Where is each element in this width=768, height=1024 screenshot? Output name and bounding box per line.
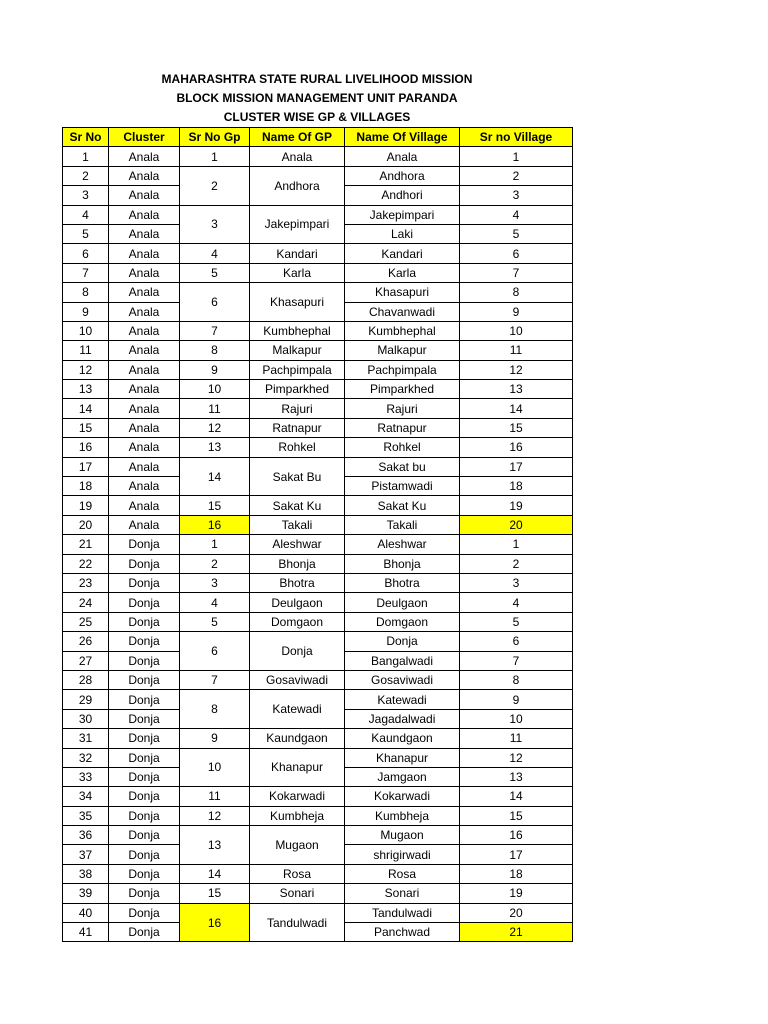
- cell-name-of-gp: Bhonja: [250, 554, 345, 573]
- col-header-sr-no-village: Sr no Village: [460, 128, 573, 147]
- table-row: [63, 612, 573, 631]
- cell-sr-no-gp: 15: [180, 884, 250, 903]
- table-row: [63, 535, 573, 554]
- table-row: [63, 787, 573, 806]
- cell-name-of-village: Deulgaon: [345, 593, 460, 612]
- cell-name-of-gp: Bhotra: [250, 573, 345, 592]
- cell-name-of-village: Bhotra: [345, 573, 460, 592]
- cell-sr-no: 19: [63, 496, 109, 515]
- table-row: [63, 864, 573, 883]
- cell-name-of-village: Kokarwadi: [345, 787, 460, 806]
- cell-name-of-village: Jamgaon: [345, 767, 460, 786]
- cell-sr-no-village: 1: [460, 535, 573, 554]
- cell-cluster: Anala: [109, 205, 180, 224]
- cell-sr-no-village: 20: [460, 903, 573, 922]
- cell-sr-no-village: 17: [460, 457, 573, 476]
- cell-sr-no-gp: 10: [180, 748, 250, 787]
- cell-sr-no: 40: [63, 903, 109, 922]
- cell-sr-no-gp: 5: [180, 612, 250, 631]
- cell-name-of-village: Takali: [345, 515, 460, 534]
- cell-sr-no-village: 19: [460, 496, 573, 515]
- cell-cluster: Donja: [109, 709, 180, 728]
- cell-sr-no-village: 6: [460, 632, 573, 651]
- cell-sr-no: 14: [63, 399, 109, 418]
- cell-name-of-village: Panchwad: [345, 923, 460, 942]
- cell-sr-no-gp: 16: [180, 515, 250, 534]
- cell-sr-no-village: 8: [460, 283, 573, 302]
- cell-sr-no-gp: 4: [180, 244, 250, 263]
- cell-sr-no-gp: 1: [180, 147, 250, 166]
- cell-sr-no-gp: 13: [180, 438, 250, 457]
- table-row: [63, 884, 573, 903]
- cell-sr-no-village: 20: [460, 515, 573, 534]
- cell-sr-no: 2: [63, 166, 109, 185]
- cell-name-of-village: Jagadalwadi: [345, 709, 460, 728]
- cell-sr-no: 33: [63, 767, 109, 786]
- table-row: [63, 826, 573, 845]
- col-header-name-of-village: Name Of Village: [345, 128, 460, 147]
- cell-cluster: Donja: [109, 923, 180, 942]
- cell-name-of-village: Sakat Ku: [345, 496, 460, 515]
- cell-sr-no: 11: [63, 341, 109, 360]
- cell-name-of-gp: Kaundgaon: [250, 729, 345, 748]
- cell-sr-no: 28: [63, 670, 109, 689]
- cell-cluster: Anala: [109, 380, 180, 399]
- cell-sr-no-village: 11: [460, 729, 573, 748]
- cell-sr-no: 30: [63, 709, 109, 728]
- cell-sr-no-gp: 12: [180, 418, 250, 437]
- table-row: [63, 418, 573, 437]
- cell-sr-no-village: 16: [460, 826, 573, 845]
- cell-name-of-gp: Gosaviwadi: [250, 670, 345, 689]
- table-row: [63, 147, 573, 166]
- cell-name-of-gp: Rajuri: [250, 399, 345, 418]
- cell-sr-no-gp: 7: [180, 670, 250, 689]
- cell-sr-no: 16: [63, 438, 109, 457]
- cell-cluster: Donja: [109, 864, 180, 883]
- cell-name-of-gp: Tandulwadi: [250, 903, 345, 942]
- cell-sr-no: 39: [63, 884, 109, 903]
- cell-cluster: Donja: [109, 748, 180, 767]
- table-row: [63, 690, 573, 709]
- cell-name-of-gp: Aleshwar: [250, 535, 345, 554]
- cell-name-of-village: Laki: [345, 224, 460, 243]
- table-row: [63, 729, 573, 748]
- cell-name-of-gp: Kumbhephal: [250, 321, 345, 340]
- cell-sr-no-gp: 3: [180, 205, 250, 244]
- cell-name-of-gp: Karla: [250, 263, 345, 282]
- cell-cluster: Donja: [109, 884, 180, 903]
- cell-sr-no: 13: [63, 380, 109, 399]
- col-header-sr-no-gp: Sr No Gp: [180, 128, 250, 147]
- cell-sr-no-village: 1: [460, 147, 573, 166]
- table-row: [63, 341, 573, 360]
- cell-sr-no-gp: 11: [180, 399, 250, 418]
- cell-sr-no-gp: 3: [180, 573, 250, 592]
- cell-sr-no: 15: [63, 418, 109, 437]
- cell-sr-no-gp: 6: [180, 632, 250, 671]
- cell-name-of-gp: Anala: [250, 147, 345, 166]
- cell-sr-no: 10: [63, 321, 109, 340]
- table-row: [63, 205, 573, 224]
- cell-name-of-gp: Takali: [250, 515, 345, 534]
- cell-name-of-village: Karla: [345, 263, 460, 282]
- cell-name-of-village: Tandulwadi: [345, 903, 460, 922]
- cell-cluster: Anala: [109, 418, 180, 437]
- cell-sr-no-village: 3: [460, 573, 573, 592]
- cell-sr-no-gp: 8: [180, 341, 250, 360]
- table-row: [63, 515, 573, 534]
- cell-sr-no: 27: [63, 651, 109, 670]
- cell-cluster: Anala: [109, 244, 180, 263]
- cell-name-of-village: Anala: [345, 147, 460, 166]
- cell-sr-no: 36: [63, 826, 109, 845]
- cell-sr-no-village: 12: [460, 360, 573, 379]
- cell-name-of-village: Andhori: [345, 186, 460, 205]
- col-header-sr-no: Sr No: [63, 128, 109, 147]
- cell-sr-no-village: 16: [460, 438, 573, 457]
- table-row: [63, 632, 573, 651]
- table-row: [63, 380, 573, 399]
- table-row: [63, 360, 573, 379]
- cell-sr-no-gp: 14: [180, 457, 250, 496]
- cell-sr-no: 26: [63, 632, 109, 651]
- cell-cluster: Donja: [109, 593, 180, 612]
- cell-cluster: Anala: [109, 224, 180, 243]
- cell-name-of-village: Donja: [345, 632, 460, 651]
- cell-name-of-gp: Jakepimpari: [250, 205, 345, 244]
- col-header-cluster: Cluster: [109, 128, 180, 147]
- cell-name-of-gp: Sonari: [250, 884, 345, 903]
- cell-sr-no-village: 13: [460, 380, 573, 399]
- cell-name-of-village: Ratnapur: [345, 418, 460, 437]
- cell-sr-no-village: 18: [460, 864, 573, 883]
- cell-name-of-gp: Kumbheja: [250, 806, 345, 825]
- cell-name-of-gp: Khanapur: [250, 748, 345, 787]
- cell-cluster: Anala: [109, 321, 180, 340]
- cell-sr-no-gp: 15: [180, 496, 250, 515]
- cell-sr-no-gp: 16: [180, 903, 250, 942]
- cell-sr-no: 9: [63, 302, 109, 321]
- cell-sr-no-village: 7: [460, 263, 573, 282]
- cell-cluster: Anala: [109, 283, 180, 302]
- cell-cluster: Anala: [109, 186, 180, 205]
- title-mission: MAHARASHTRA STATE RURAL LIVELIHOOD MISSION: [161, 72, 473, 86]
- title-unit: BLOCK MISSION MANAGEMENT UNIT PARANDA: [176, 91, 458, 105]
- cell-cluster: Anala: [109, 457, 180, 476]
- cell-sr-no: 31: [63, 729, 109, 748]
- table-row: [63, 438, 573, 457]
- cell-sr-no-village: 5: [460, 612, 573, 631]
- title-subtitle: CLUSTER WISE GP & VILLAGES: [223, 110, 411, 124]
- cell-name-of-village: Andhora: [345, 166, 460, 185]
- cell-cluster: Anala: [109, 360, 180, 379]
- cell-sr-no-gp: 6: [180, 283, 250, 322]
- table-row: [63, 283, 573, 302]
- cell-sr-no: 41: [63, 923, 109, 942]
- table-row: [63, 321, 573, 340]
- cell-cluster: Anala: [109, 477, 180, 496]
- cell-cluster: Donja: [109, 903, 180, 922]
- cell-name-of-village: Kandari: [345, 244, 460, 263]
- cell-sr-no: 18: [63, 477, 109, 496]
- cell-cluster: Anala: [109, 341, 180, 360]
- cell-sr-no: 7: [63, 263, 109, 282]
- cell-sr-no: 24: [63, 593, 109, 612]
- cell-sr-no: 37: [63, 845, 109, 864]
- cell-sr-no-gp: 2: [180, 166, 250, 205]
- cell-sr-no-gp: 8: [180, 690, 250, 729]
- cell-cluster: Donja: [109, 573, 180, 592]
- cell-cluster: Donja: [109, 651, 180, 670]
- cell-sr-no-village: 21: [460, 923, 573, 942]
- cell-sr-no-gp: 1: [180, 535, 250, 554]
- cell-cluster: Donja: [109, 826, 180, 845]
- cell-cluster: Anala: [109, 399, 180, 418]
- cell-sr-no-village: 17: [460, 845, 573, 864]
- cell-sr-no-village: 5: [460, 224, 573, 243]
- cell-cluster: Donja: [109, 670, 180, 689]
- cell-cluster: Anala: [109, 302, 180, 321]
- cell-sr-no-village: 13: [460, 767, 573, 786]
- cell-name-of-gp: Deulgaon: [250, 593, 345, 612]
- cell-name-of-village: shrigirwadi: [345, 845, 460, 864]
- table-row: [63, 399, 573, 418]
- cell-sr-no: 22: [63, 554, 109, 573]
- cell-sr-no: 35: [63, 806, 109, 825]
- cell-cluster: Anala: [109, 496, 180, 515]
- table-row: [63, 593, 573, 612]
- cell-sr-no-village: 9: [460, 690, 573, 709]
- cell-name-of-village: Mugaon: [345, 826, 460, 845]
- table-row: [63, 806, 573, 825]
- cell-sr-no: 34: [63, 787, 109, 806]
- col-header-name-of-gp: Name Of GP: [250, 128, 345, 147]
- cell-sr-no-gp: 14: [180, 864, 250, 883]
- cell-sr-no: 6: [63, 244, 109, 263]
- cell-name-of-gp: Sakat Ku: [250, 496, 345, 515]
- cell-name-of-gp: Mugaon: [250, 826, 345, 865]
- cell-name-of-village: Katewadi: [345, 690, 460, 709]
- cell-sr-no-village: 6: [460, 244, 573, 263]
- cell-name-of-village: Chavanwadi: [345, 302, 460, 321]
- cell-cluster: Donja: [109, 845, 180, 864]
- table-row: [63, 263, 573, 282]
- cell-name-of-gp: Malkapur: [250, 341, 345, 360]
- cell-cluster: Donja: [109, 632, 180, 651]
- table-row: [63, 166, 573, 185]
- table-body: [63, 147, 573, 942]
- cell-cluster: Donja: [109, 806, 180, 825]
- cell-sr-no: 12: [63, 360, 109, 379]
- cell-sr-no-village: 7: [460, 651, 573, 670]
- table-row: [63, 496, 573, 515]
- cell-cluster: Donja: [109, 787, 180, 806]
- cell-name-of-gp: Domgaon: [250, 612, 345, 631]
- cell-sr-no: 5: [63, 224, 109, 243]
- cell-name-of-gp: Kokarwadi: [250, 787, 345, 806]
- cell-sr-no-village: 2: [460, 166, 573, 185]
- cell-sr-no-gp: 10: [180, 380, 250, 399]
- table-row: [63, 748, 573, 767]
- cell-cluster: Donja: [109, 767, 180, 786]
- cell-name-of-village: Rohkel: [345, 438, 460, 457]
- cell-sr-no: 21: [63, 535, 109, 554]
- cell-sr-no-gp: 2: [180, 554, 250, 573]
- cell-sr-no: 38: [63, 864, 109, 883]
- table-row: [63, 670, 573, 689]
- cell-sr-no-gp: 4: [180, 593, 250, 612]
- cell-sr-no-village: 10: [460, 321, 573, 340]
- cell-sr-no-village: 15: [460, 418, 573, 437]
- cell-name-of-village: Jakepimpari: [345, 205, 460, 224]
- cell-name-of-village: Khasapuri: [345, 283, 460, 302]
- cell-name-of-village: Kumbhephal: [345, 321, 460, 340]
- cell-sr-no-village: 18: [460, 477, 573, 496]
- cell-name-of-gp: Katewadi: [250, 690, 345, 729]
- cell-name-of-village: Khanapur: [345, 748, 460, 767]
- cell-sr-no-gp: 9: [180, 360, 250, 379]
- cell-sr-no: 8: [63, 283, 109, 302]
- cell-name-of-gp: Pachpimpala: [250, 360, 345, 379]
- cell-name-of-village: Pimparkhed: [345, 380, 460, 399]
- cell-name-of-village: Sakat bu: [345, 457, 460, 476]
- header-row: [63, 128, 573, 147]
- cell-name-of-village: Pachpimpala: [345, 360, 460, 379]
- cell-sr-no: 4: [63, 205, 109, 224]
- cell-sr-no-gp: 7: [180, 321, 250, 340]
- cell-cluster: Donja: [109, 554, 180, 573]
- cell-sr-no-gp: 13: [180, 826, 250, 865]
- cell-sr-no-gp: 11: [180, 787, 250, 806]
- cell-cluster: Donja: [109, 612, 180, 631]
- cell-sr-no: 29: [63, 690, 109, 709]
- cell-cluster: Anala: [109, 147, 180, 166]
- cell-name-of-village: Bhonja: [345, 554, 460, 573]
- cell-name-of-village: Rosa: [345, 864, 460, 883]
- cell-cluster: Anala: [109, 166, 180, 185]
- cell-name-of-gp: Sakat Bu: [250, 457, 345, 496]
- cell-sr-no-village: 15: [460, 806, 573, 825]
- cell-name-of-gp: Andhora: [250, 166, 345, 205]
- cell-name-of-village: Kumbheja: [345, 806, 460, 825]
- table-row: [63, 903, 573, 922]
- table-row: [63, 244, 573, 263]
- cluster-village-table: [62, 127, 573, 942]
- cell-name-of-village: Gosaviwadi: [345, 670, 460, 689]
- cell-name-of-village: Malkapur: [345, 341, 460, 360]
- cell-name-of-gp: Pimparkhed: [250, 380, 345, 399]
- cell-sr-no: 1: [63, 147, 109, 166]
- table-row: [63, 573, 573, 592]
- cell-sr-no-village: 8: [460, 670, 573, 689]
- cell-sr-no-village: 14: [460, 399, 573, 418]
- cell-name-of-village: Pistamwadi: [345, 477, 460, 496]
- cell-sr-no-village: 12: [460, 748, 573, 767]
- cell-name-of-village: Bangalwadi: [345, 651, 460, 670]
- cell-name-of-gp: Khasapuri: [250, 283, 345, 322]
- cell-sr-no-village: 14: [460, 787, 573, 806]
- cell-sr-no-village: 9: [460, 302, 573, 321]
- cell-name-of-village: Kaundgaon: [345, 729, 460, 748]
- cell-sr-no-gp: 12: [180, 806, 250, 825]
- cell-cluster: Donja: [109, 535, 180, 554]
- cell-name-of-gp: Rohkel: [250, 438, 345, 457]
- cell-sr-no-gp: 5: [180, 263, 250, 282]
- cell-sr-no-gp: 9: [180, 729, 250, 748]
- cell-sr-no-village: 3: [460, 186, 573, 205]
- cell-name-of-village: Rajuri: [345, 399, 460, 418]
- cell-sr-no-village: 4: [460, 205, 573, 224]
- cell-cluster: Anala: [109, 438, 180, 457]
- cell-name-of-village: Aleshwar: [345, 535, 460, 554]
- cell-cluster: Anala: [109, 515, 180, 534]
- document-titles: [62, 70, 572, 127]
- cell-cluster: Donja: [109, 690, 180, 709]
- cell-sr-no: 23: [63, 573, 109, 592]
- cell-name-of-village: Sonari: [345, 884, 460, 903]
- cell-sr-no: 32: [63, 748, 109, 767]
- cell-name-of-village: Domgaon: [345, 612, 460, 631]
- cell-sr-no: 20: [63, 515, 109, 534]
- cell-sr-no-village: 4: [460, 593, 573, 612]
- cell-cluster: Anala: [109, 263, 180, 282]
- cell-sr-no: 17: [63, 457, 109, 476]
- cell-sr-no-village: 2: [460, 554, 573, 573]
- cell-name-of-gp: Donja: [250, 632, 345, 671]
- cell-sr-no: 25: [63, 612, 109, 631]
- cell-sr-no-village: 19: [460, 884, 573, 903]
- table-row: [63, 457, 573, 476]
- cell-cluster: Donja: [109, 729, 180, 748]
- cell-name-of-gp: Ratnapur: [250, 418, 345, 437]
- cell-name-of-gp: Rosa: [250, 864, 345, 883]
- cell-sr-no-village: 10: [460, 709, 573, 728]
- cell-sr-no-village: 11: [460, 341, 573, 360]
- cell-sr-no: 3: [63, 186, 109, 205]
- cell-name-of-gp: Kandari: [250, 244, 345, 263]
- table-row: [63, 554, 573, 573]
